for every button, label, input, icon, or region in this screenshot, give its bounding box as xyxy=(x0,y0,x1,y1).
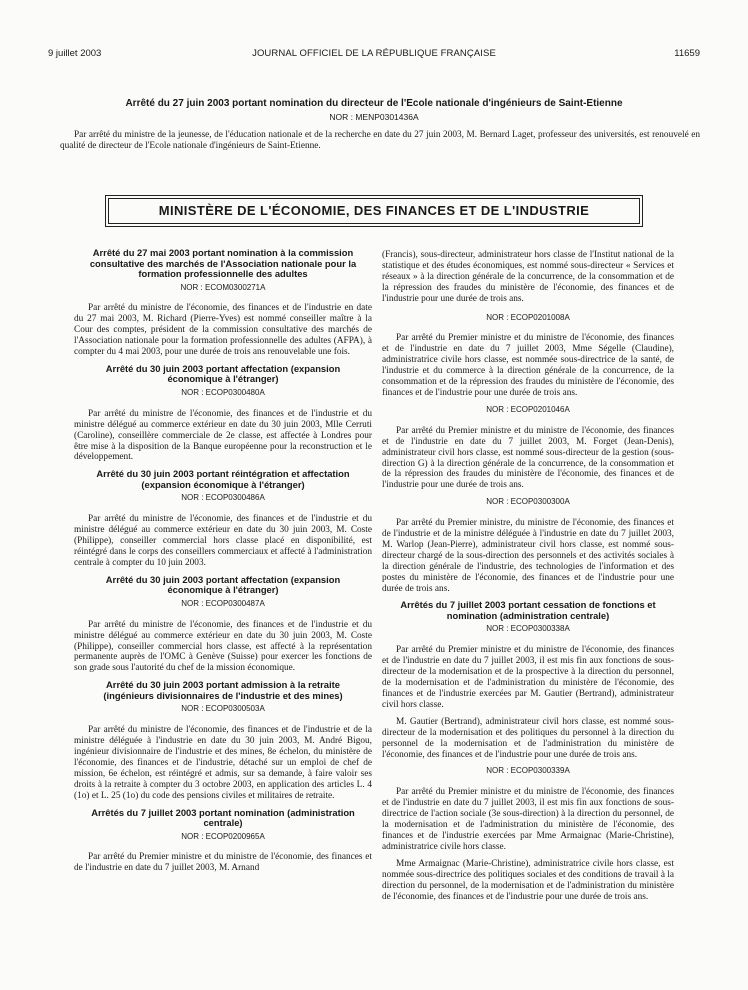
article-paragraph: Par arrêté du Premier ministre et du ministre de l'économie, des finances et de l'industrie en date du 7 juillet 2003, Mme Ségelle (Claudine), administratrice civile hors classe, est nommée sous-directrice de la santé, de l'industrie et du commerce à la direction générale de la concurrence, de la consommation et de la répression des fraudes du ministère de l'économie, des finances et de l'industrie pour une durée de trois ans. xyxy=(382,333,674,398)
article-title: Arrêté du 27 mai 2003 portant nomination à la commission consultative des marchés de l'Association nationale pour la formation professionnelle des adultes xyxy=(89,247,357,279)
article-title: Arrêtés du 7 juillet 2003 portant nomination (administration centrale) xyxy=(91,806,355,828)
header-journal-title: JOURNAL OFFICIEL DE LA RÉPUBLIQUE FRANÇAISE xyxy=(252,48,496,59)
article-paragraph: Par arrêté du ministre de l'économie, des finances et de l'industrie en date du 27 mai 2003, M. Richard (Pierre-Yves) est nommé conseiller maître à la Cour des comptes, président de la commission consultative des marchés de l'Association nationale pour la formation professionnelle des adultes (AFPA), à compter du 4 mai 2003, pour une durée de trois ans renouvelable une fois. xyxy=(74,303,372,358)
article-paragraph: Par arrêté du Premier ministre, du ministre de l'économie, des finances et de l'industrie et de la ministre déléguée à l'industrie en date du 7 juillet 2003, M. Warlop (Jean-Pierre), administrateur civil hors classe, est nommé sous-directeur chargé de la sous-direction des personnels et des activités sociales à la direction générale de l'industrie, des technologies de l'information et des postes du ministère de l'économie, des finances et de l'industrie pour une durée de trois ans. xyxy=(382,518,674,594)
article-paragraph: M. Gautier (Bertrand), administrateur civil hors classe, est nommé sous-directeur de la modernisation et des politiques du personnel à la direction du personnel de la modernisation et de l'administration du ministère de l'économie, des finances et de l'industrie pour une durée de trois ans. xyxy=(382,716,674,760)
article-title: Arrêté du 30 juin 2003 portant admission à la retraite (ingénieurs divisionnaires de l'industrie et des mines) xyxy=(103,679,343,701)
article xyxy=(382,766,674,902)
article-paragraph: Par arrêté du Premier ministre et du ministre de l'économie, des finances et de l'industrie en date du 7 juillet 2003, il est mis fin aux fonctions de sous-directeur de la modernisation et de la prospective à la direction du personnel, de la modernisation et de l'administration du ministère de l'économie, des finances et de l'industrie exercées par M. Gautier (Bertrand), administrateur civil hors classe. xyxy=(382,645,674,710)
continued-paragraph: (Francis), sous-directeur, administrateur hors classe de l'Institut national de la statistique et des études économiques, est nommé sous-directeur « Services et réseaux » à la direction générale de la concurrence, de la consommation et de la répression des fraudes du ministère de l'économie, des finances et de l'industrie pour une durée de trois ans. xyxy=(382,250,674,304)
article xyxy=(74,575,372,674)
article-nor: NOR : ECOP0200965A xyxy=(181,831,265,841)
article-paragraph: Par arrêté du ministre de l'économie, des finances et de l'industrie et du ministre délégué au commerce extérieur en date du 30 juin 2003, M. Coste (Philippe), conseiller commercial hors classe, est affecté à la représentation permanente auprès de l'OMC à Genève (Suisse) pour exercer les fonctions de son grade sous l'autorité du chef de la mission économique. xyxy=(74,619,372,674)
article-nor: NOR : ECOM0300271A xyxy=(180,282,266,292)
top-article-title: Arrêté du 27 juin 2003 portant nomination du directeur de l'Ecole nationale d'ingénieurs de Saint-Etienne xyxy=(125,98,623,109)
article xyxy=(74,469,372,568)
article xyxy=(382,313,674,399)
left-column xyxy=(74,248,372,880)
article-title: Arrêté du 30 juin 2003 portant affectation (expansion économique à l'étranger) xyxy=(105,362,341,385)
article xyxy=(74,364,372,463)
header-page-number: 11659 xyxy=(674,48,700,59)
article-paragraph: Par arrêté du ministre de l'économie, des finances et de l'industrie et du ministre délégué au commerce extérieur en date du 30 juin 2003, Mlle Cerruti (Caroline), conseillère commerciale de 2e classe, est affectée à Londres pour être mise à la disposition de la Banque européenne pour la reconstruction et le développement. xyxy=(74,408,372,463)
article-nor: NOR : ECOP0300480A xyxy=(181,387,265,397)
top-article-nor: NOR : MENP0301436A xyxy=(329,112,419,122)
article-title: Arrêté du 30 juin 2003 portant réintégration et affectation (expansion économique à l'étranger) xyxy=(96,468,350,490)
article-nor: NOR : ECOP0300487A xyxy=(181,598,265,608)
article-nor: NOR : ECOP0201008A xyxy=(486,312,570,322)
article-nor: NOR : ECOP0300503A xyxy=(181,704,265,714)
article-nor: NOR : ECOP0300339A xyxy=(486,766,570,776)
article-paragraph: Par arrêté du Premier ministre et du ministre de l'économie, des finances et de l'industrie en date du 7 juillet 2003, M. Forget (Jean-Denis), administrateur civil hors classe, est nommé sous-directeur de la gestion (sous-direction G) à la direction générale de la concurrence, de la consommation et de la répression des fraudes du ministère de l'économie, des finances et de l'industrie pour une durée de trois ans. xyxy=(382,425,674,491)
article-nor: NOR : ECOP0201046A xyxy=(486,404,570,414)
ministry-title: MINISTÈRE DE L'ÉCONOMIE, DES FINANCES ET DE L'INDUSTRIE xyxy=(158,203,590,218)
article-paragraph: Mme Armaignac (Marie-Christine), administratrice civile hors classe, est nommée sous-directrice des politiques sociales et des conditions de travail à la direction du personnel, de la modernisation et de l'administration du ministère de l'économie, des finances et de l'industrie pour une durée de trois ans. xyxy=(382,858,674,902)
article-paragraph: Par arrêté du ministre de l'économie, des finances et de l'industrie et de la ministre déléguée à l'industrie en date du 30 juin 2003, M. André Bigou, ingénieur divisionnaire de l'industrie et des mines, 8e échelon, du ministère de l'économie, des finances et de l'industrie, détaché sur un emploi de chef de mission, 6e échelon, est réintégré et admis, sur sa demande, à faire valoir ses droits à la retraite à compter du 3 octobre 2003, en application des articles L. 4 (1o) et L. 25 (1o) du code des pensions civiles et militaires de retraite. xyxy=(74,725,372,801)
article-nor: NOR : ECOP0300486A xyxy=(181,493,265,503)
ministry-banner xyxy=(108,198,640,224)
article xyxy=(74,680,372,801)
article-paragraph: Par arrêté du ministre de l'économie, des finances et de l'industrie et du ministre délégué au commerce extérieur en date du 30 juin 2003, M. Coste (Philippe), conseiller commercial hors classe placé en disponibilité, est réintégré dans le corps des conseillers commerciaux et affecté à l'administration centrale à compter du 10 juin 2003. xyxy=(74,514,372,568)
article-paragraph: Par arrêté du Premier ministre et du ministre de l'économie, des finances et de l'industrie en date du 7 juillet 2003, il est mis fin aux fonctions de sous-directrice de l'action sociale (3e sous-direction) à la direction du personnel, de la modernisation et de l'administration du ministère de l'économie, des finances et de l'industrie exercées par Mme Armaignac (Marie-Christine), administratrice civile hors classe. xyxy=(382,787,674,852)
header-date: 9 juillet 2003 xyxy=(48,48,102,59)
top-article-text: Par arrêté du ministre de la jeunesse, de l'éducation nationale et de la recherche en date du 27 juin 2003, M. Bernard Laget, professeur des universités, est renouvelé en qualité de directeur de l'Ecole nationale d'ingénieurs de Saint-Etienne. xyxy=(60,130,700,151)
article-title: Arrêtés du 7 juillet 2003 portant cessation de fonctions et nomination (administration centrale) xyxy=(400,599,656,621)
article-paragraph: Par arrêté du Premier ministre et du ministre de l'économie, des finances et de l'industrie en date du 7 juillet 2003, M. Arnand xyxy=(74,852,372,874)
page-header xyxy=(48,48,700,62)
right-column xyxy=(382,250,674,908)
article xyxy=(382,405,674,491)
article xyxy=(382,600,674,760)
article-title: Arrêté du 30 juin 2003 portant affectation (expansion économique à l'étranger) xyxy=(105,573,341,596)
article xyxy=(382,497,674,594)
article xyxy=(74,808,372,875)
article-nor: NOR : ECOP0300338A xyxy=(486,624,570,634)
article-nor: NOR : ECOP0300300A xyxy=(486,497,570,507)
article xyxy=(74,248,372,358)
